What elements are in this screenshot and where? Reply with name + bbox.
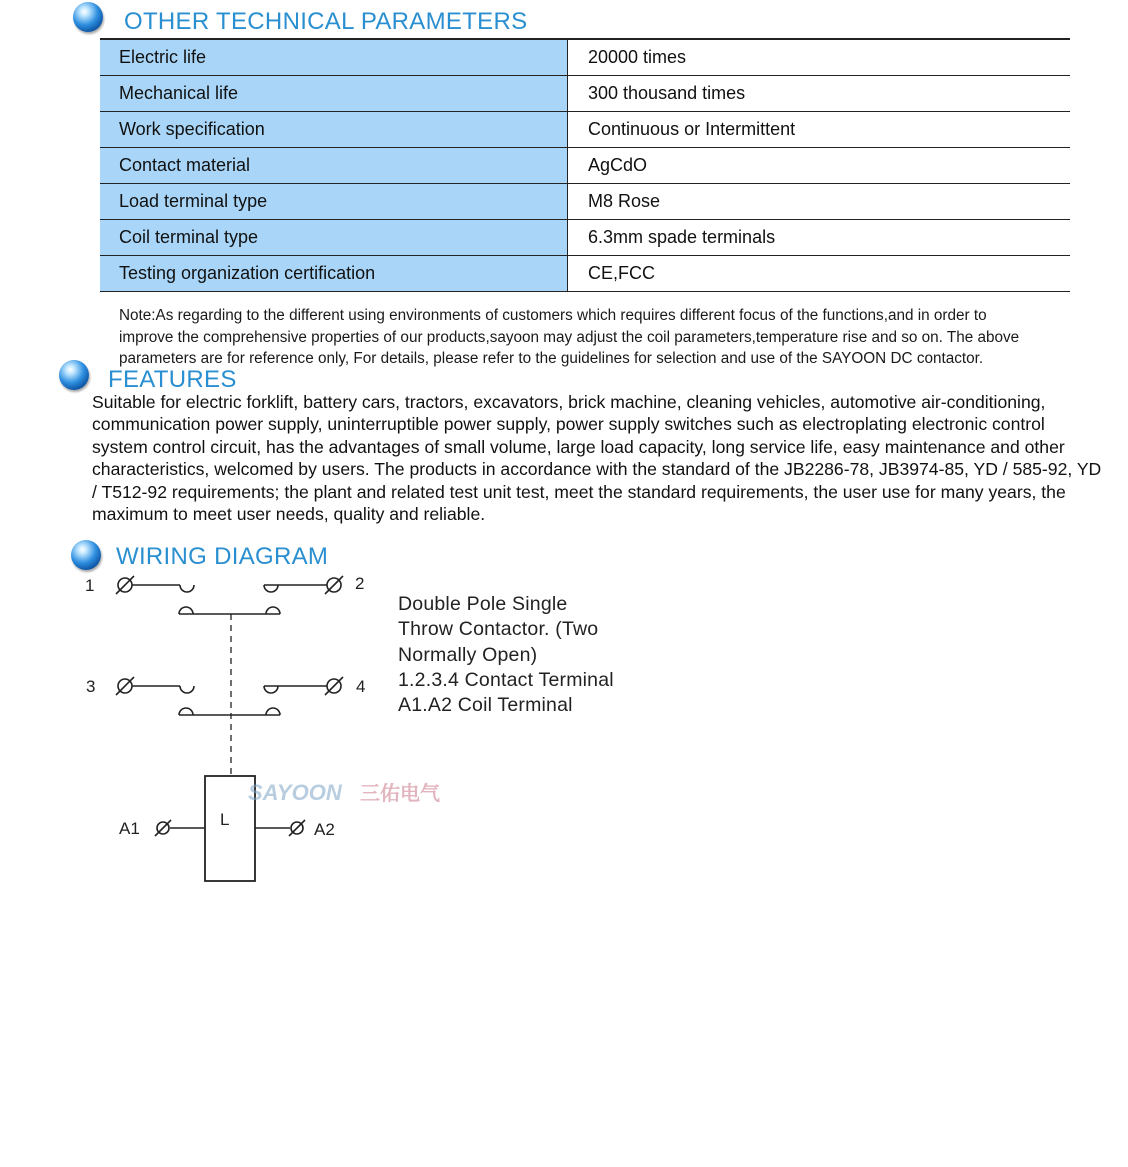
pole-3-4 bbox=[116, 677, 343, 715]
terminal-label-4: 4 bbox=[356, 677, 366, 696]
globe-bullet-icon bbox=[73, 2, 103, 32]
param-label: Coil terminal type bbox=[100, 220, 568, 256]
table-row bbox=[100, 220, 1070, 256]
param-label: Electric life bbox=[100, 39, 568, 76]
table-row bbox=[100, 256, 1070, 292]
features-paragraph: Suitable for electric forklift, battery cars, tractors, excavators, brick machine, cleaning vehicles, automotive air-conditioning, communication power supply, uninterruptible power supply, power supply switches such as electroplating electronic control system control circuit, has the advantages of small volume, large load capacity, long service life, easy maintenance and other characteristics, welcomed by users. The products in accordance with the standard of the JB2286-78, JB3974-85, YD / 585-92, YD / T512-92 requirements; the plant and related test unit test, meet the standard requirements, the user use for many years, the maximum to meet user needs, quality and reliable. bbox=[92, 392, 1102, 525]
table-row bbox=[100, 112, 1070, 148]
watermark-brand: SAYOON bbox=[248, 780, 342, 805]
param-label: Testing organization certification bbox=[100, 256, 568, 292]
section-title-wiring: WIRING DIAGRAM bbox=[116, 543, 329, 570]
diagram-legend bbox=[398, 592, 658, 718]
table-row bbox=[100, 184, 1070, 220]
param-label: Work specification bbox=[100, 112, 568, 148]
globe-bullet-icon bbox=[59, 360, 89, 390]
param-value: 20000 times bbox=[568, 39, 1071, 76]
terminal-label-2: 2 bbox=[355, 574, 365, 593]
table-row bbox=[100, 76, 1070, 112]
legend-line: Throw Contactor. (Two bbox=[398, 618, 599, 641]
param-label: Contact material bbox=[100, 148, 568, 184]
terminal-label-a2: A2 bbox=[314, 820, 335, 839]
param-label: Load terminal type bbox=[100, 184, 568, 220]
section-title-features: FEATURES bbox=[108, 366, 237, 393]
param-value: 300 thousand times bbox=[568, 76, 1071, 112]
param-value: CE,FCC bbox=[568, 256, 1071, 292]
parameters-note: Note:As regarding to the different using environments of customers which requires different focus of the functions,and in order to improve the comprehensive properties of our products,sayoon may adjust the coil parameters,temperature rise and so on. The above parameters are for reference only, For details, please refer to the guidelines for selection and use of the SAYOON DC contactor. bbox=[119, 307, 1020, 368]
terminal-label-1: 1 bbox=[85, 576, 95, 595]
parameters-table bbox=[100, 38, 1070, 292]
table-row bbox=[100, 148, 1070, 184]
terminal-label-3: 3 bbox=[86, 677, 96, 696]
pole-1-2 bbox=[116, 576, 343, 614]
param-value: M8 Rose bbox=[568, 184, 1071, 220]
legend-line: Normally Open) bbox=[398, 643, 538, 666]
watermark-cn: 三佑电气 bbox=[360, 781, 440, 805]
terminal-label-a1: A1 bbox=[119, 819, 140, 838]
param-value: Continuous or Intermittent bbox=[568, 112, 1071, 148]
param-value: AgCdO bbox=[568, 148, 1071, 184]
table-row bbox=[100, 39, 1070, 76]
legend-line: A1.A2 Coil Terminal bbox=[398, 694, 573, 717]
param-value: 6.3mm spade terminals bbox=[568, 220, 1071, 256]
legend-line: 1.2.3.4 Contact Terminal bbox=[398, 668, 614, 691]
coil-label: L bbox=[220, 810, 230, 829]
legend-line: Double Pole Single bbox=[398, 593, 568, 615]
param-label: Mechanical life bbox=[100, 76, 568, 112]
watermark-logo bbox=[248, 780, 440, 805]
section-title-technical: OTHER TECHNICAL PARAMETERS bbox=[124, 8, 528, 35]
